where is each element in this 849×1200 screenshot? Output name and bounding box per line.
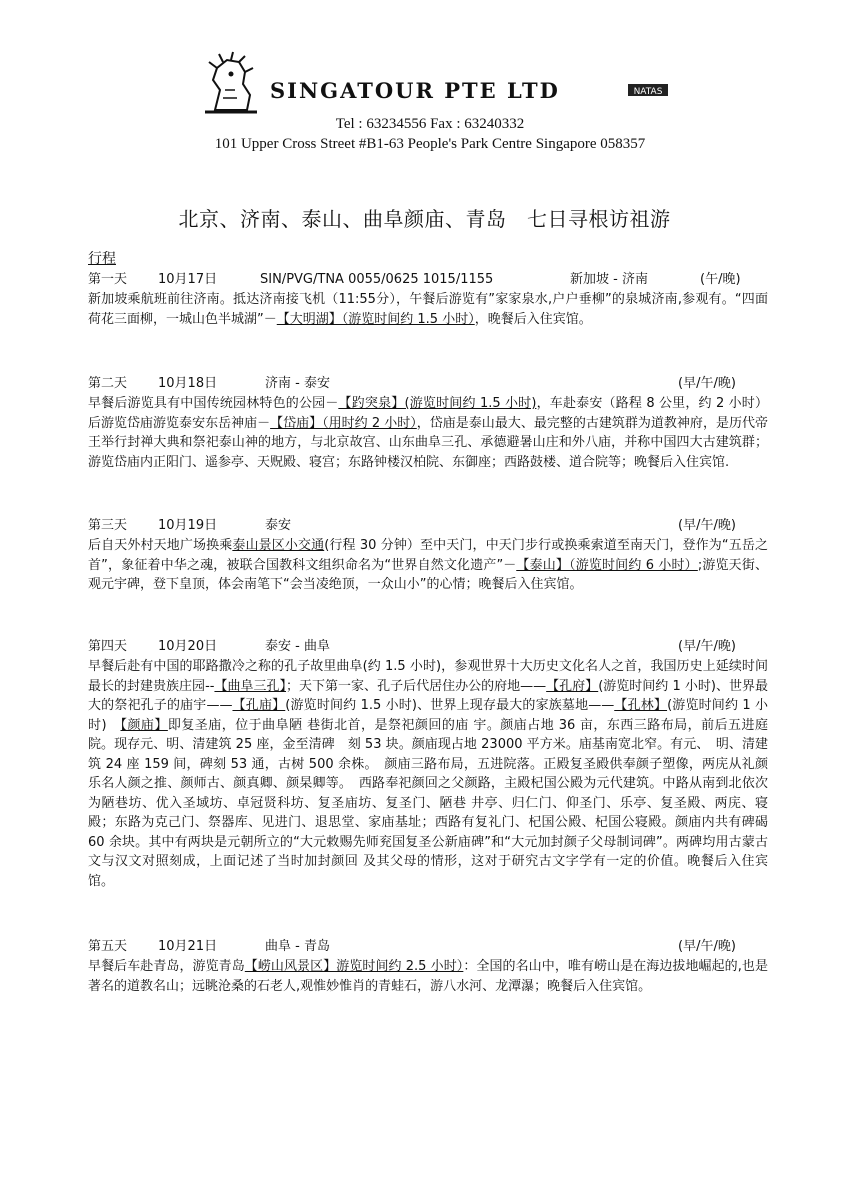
attraction-highlight: 【崂山风景区】游览时间约 2.5 小时） <box>244 959 464 974</box>
letterhead <box>150 50 710 150</box>
day-section <box>88 937 768 996</box>
attraction-highlight: 【孔林】 <box>614 698 668 713</box>
day-date: 10月19日 <box>158 518 218 533</box>
day-date: 10月21日 <box>158 939 218 954</box>
svg-text:NATAS: NATAS <box>633 87 663 97</box>
day-meals: (早/午/晚) <box>678 376 736 391</box>
attraction-highlight: 【孔府】 <box>546 678 599 694</box>
day-number: 第五天 <box>88 939 128 954</box>
day-description: 早餐后赴有中国的耶路撒冷之称的孔子故里曲阜(约 1.5 小时)，参观世界十大历史文化名人之首，我国历史上延续时间最长的封建贵族庄园--【曲阜三孔】；天下第一家、孔子后代居住办公的府地——【孔府】(游览时间约 1 小时)、世界最大的祭祀孔子的庙宇——【孔庙】(游览时间约 1.5 小时)、世界上现存最大的家族墓地——【孔林】(游览时间约 1 小时) 【颜庙】即复圣庙，位于曲阜陋 巷街北首，是祭祀颜回的庙 宇。颜庙占地 36 亩，东西三路布局，前后五进庭院。现存元、明、清建筑 25 座，金至清碑 刻 53 块。颜庙现占地 23000 平方米。庙基南宽北窄。有元、 明、清建筑 24 座 159 间，碑刻 53 通，古树 500 余株。 颜庙三路布局，五进院落。正殿复圣殿供奉颜子塑像，两庑从礼颜乐名人颜之推、颜师古、颜真卿、颜杲卿等。 西路奉祀颜回之父颜路，主殿杞国公殿为元代建筑。中路从南到北依次为陋巷坊、优入圣域坊、卓冠贤科坊、复圣庙坊、复圣门、陋巷 井亭、归仁门、仰圣门、乐亭、复圣殿、两庑、寝殿；东路为克己门、祭器库、见进门、退思堂、家庙基址；西路有复礼门、杞国公殿、杞国公寝殿。颜庙内共有碑碣 60 余块。其中有两块是元朝所立的“大元敕赐先师兖国复圣公新庙碑”和“大元加封颜子父母制词碑”。两碑均用古蒙古文与汉文对照刻成，上面记述了当时加封颜回 及其父母的情形，这对于研究古文字学有一定的价值。晚餐后入住宾馆。 <box>88 659 768 889</box>
day-description: 早餐后游览具有中国传统园林特色的公园－【趵突泉】(游览时间约 1.5 小时)，车赴泰安（路程 8 公里，约 2 小时）后游览岱庙游览泰安东岳神庙－【岱庙】（用时约 2 小时），岱庙是泰山最大、最完整的古建筑群为道教神府，是历代帝王举行封禅大典和祭祀泰山神的地方，与北京故宫、山东曲阜三孔、承德避暑山庄和外八庙，并称中国四大古建筑群；游览岱庙内正阳门、遥参亭、天贶殿、寝宫；东路钟楼汉柏院、东御座；西路鼓楼、道合院等；晚餐后入住宾馆. <box>88 396 768 470</box>
document-title: 北京、济南、泰山、曲阜颜庙、青岛 七日寻根访祖游 <box>178 207 671 231</box>
day-section <box>88 270 768 329</box>
attraction-highlight: 【泰山】（游览时间约 6 小时） <box>516 557 698 573</box>
day-date: 10月17日 <box>158 272 218 287</box>
attraction-highlight: 【趵突泉】(游览时间约 1.5 小时) <box>338 396 537 411</box>
day-header <box>88 516 768 536</box>
day-route: 济南 - 泰安 <box>265 376 330 391</box>
day-number: 第三天 <box>88 518 128 533</box>
day-header <box>88 637 768 657</box>
attraction-highlight: 【颜庙】 <box>120 717 168 733</box>
day-description: 新加坡乘航班前往济南。抵达济南接飞机（11:55分），午餐后游览有”家家泉水,户户垂柳”的泉城济南,参观有。“四面荷花三面柳，一城山色半城湖”－【大明湖】（游览时间约 1.5 小时），晚餐后入住宾馆。 <box>88 292 768 327</box>
contact-phone-fax: Tel : 63234556 Fax : 63240332 <box>335 116 525 132</box>
day-number: 第一天 <box>88 272 128 287</box>
lion-logo-icon <box>195 50 265 120</box>
day-number: 第四天 <box>88 639 128 654</box>
day-meals: (早/午/晚) <box>678 639 736 654</box>
day-description: 后自天外村天地广场换乘泰山景区小交通(行程 30 分钟）至中天门，中天门步行或换乘索道至南天门，登作为“五岳之首”，象征着中华之魂，被联合国教科文组织命名为“世界自然文化遗产”－【泰山】（游览时间约 6 小时）;游览天街、观元宇碑，登下皇顶，体会南笔下“会当凌绝顶，一众山小”的心情；晚餐后入住宾馆。 <box>88 538 768 592</box>
day-header <box>88 374 768 394</box>
natas-logo-icon <box>628 80 668 100</box>
itinerary-label: 行程 <box>88 251 116 267</box>
day-route: 新加坡 - 济南 <box>570 272 648 287</box>
day-description: 早餐后车赴青岛，游览青岛【崂山风景区】游览时间约 2.5 小时）：全国的名山中，唯有崂山是在海边拔地崛起的,也是著名的道教名山；远眺沧桑的石老人,观惟妙惟肖的青蛙石，游八水河、龙潭瀑；晚餐后入住宾馆。 <box>88 959 768 994</box>
day-date: 10月20日 <box>158 639 218 654</box>
day-route: 曲阜 - 青岛 <box>265 939 330 954</box>
day-section <box>88 516 768 595</box>
company-name: SINGATOUR PTE LTD <box>270 78 560 103</box>
day-date: 10月18日 <box>158 376 218 391</box>
attraction-highlight: 【大明湖】（游览时间约 1.5 小时） <box>276 311 475 327</box>
day-route: 泰安 - 曲阜 <box>265 639 330 654</box>
day-number: 第二天 <box>88 376 128 391</box>
flight-info: SIN/PVG/TNA 0055/0625 1015/1155 <box>260 272 494 287</box>
contact-address: 101 Upper Cross Street #B1-63 People's Park Centre Singapore 058357 <box>214 136 646 152</box>
day-header <box>88 937 768 957</box>
attraction-highlight: 泰山景区小交通 <box>232 538 325 553</box>
day-route: 泰安 <box>265 518 292 533</box>
attraction-highlight: 【曲阜三孔】 <box>214 678 287 694</box>
day-section <box>88 637 768 891</box>
day-section <box>88 374 768 472</box>
attraction-highlight: 【岱庙】（用时约 2 小时） <box>270 415 417 431</box>
day-meals: (早/午/晚) <box>678 518 736 533</box>
attraction-highlight: 【孔庙】 <box>232 698 286 713</box>
day-header <box>88 270 768 290</box>
day-meals: (早/午/晚) <box>678 939 736 954</box>
day-meals: (午/晚) <box>700 272 741 287</box>
